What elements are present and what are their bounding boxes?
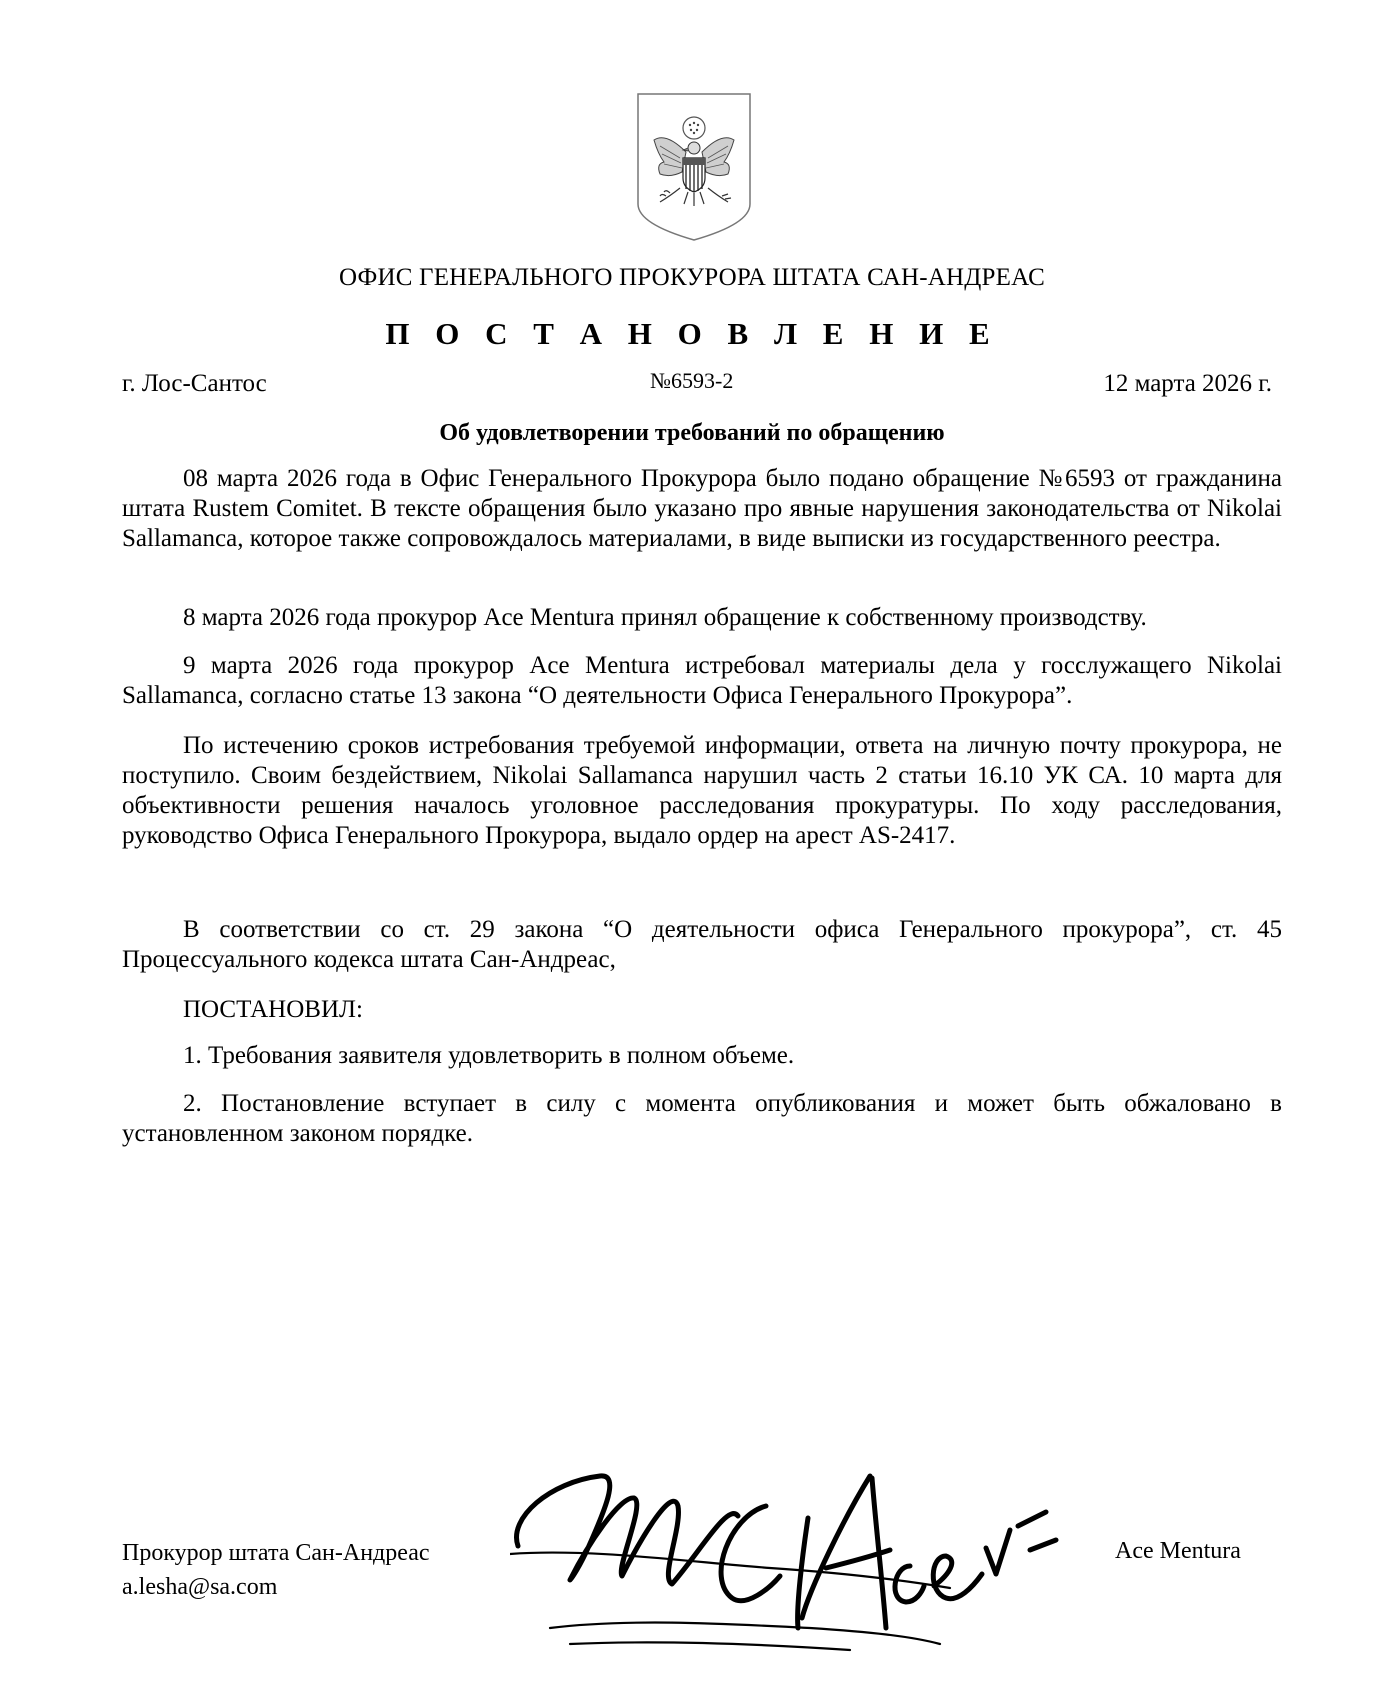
office-heading: ОФИС ГЕНЕРАЛЬНОГО ПРОКУРОРА ШТАТА САН-АНДРЕАС [338, 264, 1046, 291]
paragraph: 8 марта 2026 года прокурор Ace Mentura принял обращение к собственному производству. [183, 604, 1147, 631]
paragraph: 9 марта 2026 года прокурор Ace Mentura истребовал материалы дела у госслужащего Nikolai Sallamanca, согласно статье 13 закона “О деятельности Офиса Генерального Прокурора”. [122, 652, 1282, 709]
signer-name: Ace Mentura [1115, 1538, 1241, 1564]
document-subject: Об удовлетворении требований по обращению [439, 420, 945, 446]
signer-position: Прокурор штата Сан-Андреас [122, 1540, 430, 1566]
resolution-item: 1. Требования заявителя удовлетворить в полном объеме. [183, 1042, 795, 1069]
handwritten-signature [510, 1458, 1070, 1678]
document-title: П О С Т А Н О В Л Е Н И Е [385, 316, 999, 351]
paragraph: 08 марта 2026 года в Офис Генерального Прокурора было подано обращение №6593 от гражданина штата Rustem Comitet. В тексте обращения было указано про явные нарушения законодательства от Nikolai Sallamanca, которое также сопровождалось материалами, в виде выписки из государственного реестра. [122, 465, 1282, 552]
document-meta [122, 370, 1272, 404]
paragraph: В соответствии со ст. 29 закона “О деятельности офиса Генерального прокурора”, ст. 45 Процессуального кодекса штата Сан-Андреас, [122, 916, 1282, 973]
document-date: 12 марта 2026 г. [1103, 370, 1272, 397]
document-number: №6593-2 [650, 368, 734, 393]
eagle-seal-icon [636, 92, 752, 242]
signer-block [122, 1536, 430, 1604]
resolution-heading: ПОСТАНОВИЛ: [183, 996, 363, 1023]
resolution-item: 2. Постановление вступает в силу с момента опубликования и может быть обжаловано в установленном законом порядке. [122, 1090, 1282, 1147]
paragraph: По истечению сроков истребования требуемой информации, ответа на личную почту прокурора, не поступило. Своим бездействием, Nikolai Sallamanca нарушил часть 2 статьи 16.10 УК СА. 10 марта для объективности решения началось уголовное расследования прокуратуры. По ходу расследования, руководство Офиса Генерального Прокурора, выдало ордер на арест AS-2417. [122, 732, 1282, 849]
signature-lettering: Ace [510, 1458, 512, 1459]
city: г. Лос-Сантос [122, 370, 267, 397]
signer-email: a.lesha@sa.com [122, 1574, 278, 1600]
